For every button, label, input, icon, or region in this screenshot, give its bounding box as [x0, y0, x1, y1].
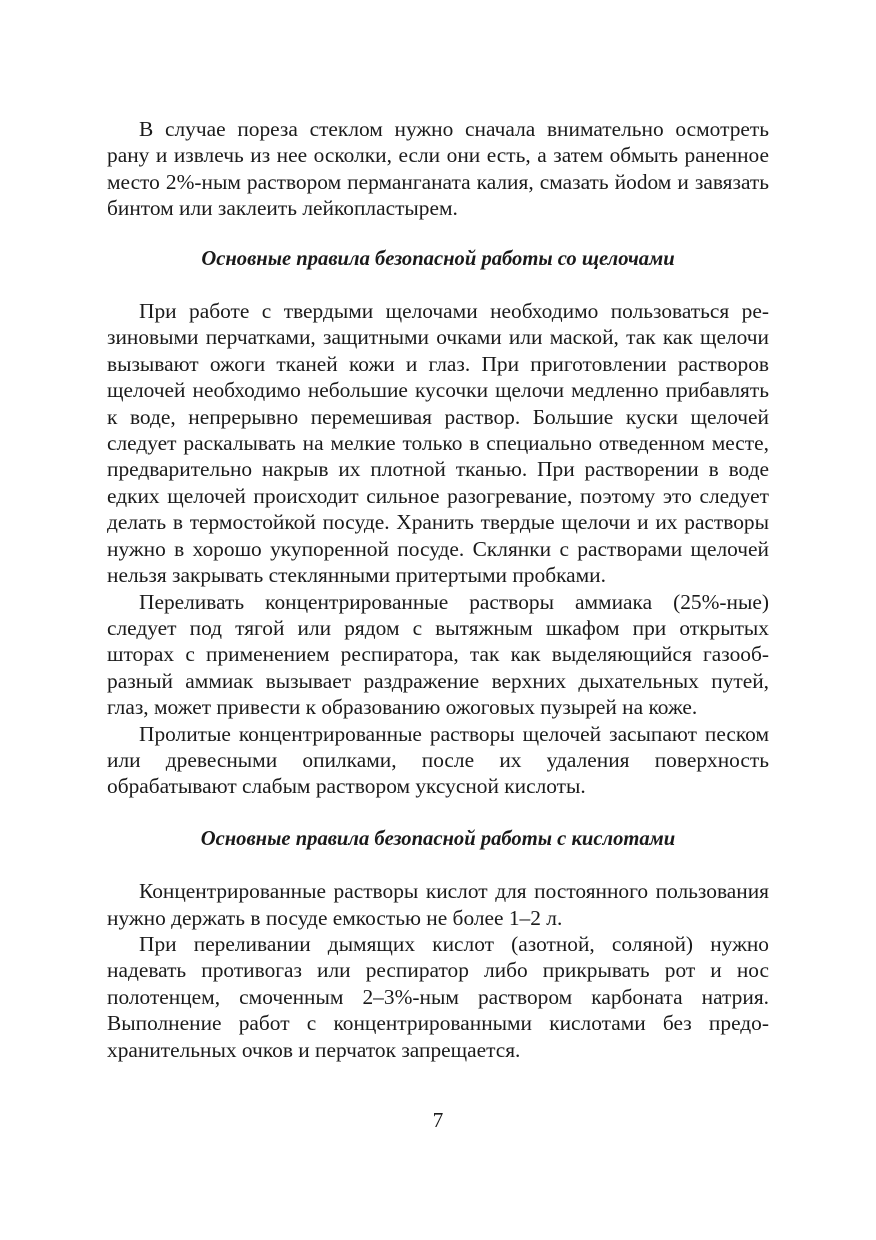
- alkali-section-heading: Основные правила безопасной работы со щелочами: [201, 247, 675, 270]
- alkali-paragraph: Переливать концентрированные растворы аммиака (25%-ные) следует под тягой или рядом с вытяжным шкафом при открытых шторах с применением респиратора, так как выделяющийся газообразный аммиак вызывает раздражение верхних дыхательных путей, глаз, может привести к образованию ожоговых пузырей на коже.: [107, 589, 769, 720]
- acid-section-heading: Основные правила безопасной работы с кислотами: [200, 827, 676, 850]
- acid-paragraph: При переливании дымящих кислот (азотной, соляной) нужно надевать противогаз или респиратор либо прикрывать рот и нос полотенцем, смоченным 2–3%-ным раствором карбоната натрия. Выполнение работ с концентрированными кислотами без предохранительных очков и перчаток запрещается.: [107, 931, 769, 1062]
- intro-paragraph: В случае пореза стеклом нужно сначала внимательно осмотреть рану и извлечь из нее осколки, если они есть, а затем обмыть раненное место 2%-ным раствором перманганата калия, смазать йоdом и завязать бинтом или заклеить лейкопластырем.: [107, 117, 769, 221]
- page-body: [107, 116, 769, 1063]
- acid-paragraph: Концентрированные растворы кислот для постоянного пользования нужно держать в посуде емкостью не более 1–2 л.: [107, 879, 769, 930]
- alkali-paragraph: При работе с твердыми щелочами необходимо пользоваться резиновыми перчатками, защитными очками или маской, так как щелочи вызывают ожоги тканей кожи и глаз. При приготовлении растворов щелочей необходимо небольшие кусочки щелочи медленно прибавлять к воде, непрерывно перемешивая раствор. Большие куски щелочей следует раскалывать на мелкие только в специально отведенном месте, предварительно накрыв их плотной тканью. При растворении в воде едких щелочей происходит сильное разогревание, поэтому это следует делать в термостойкой посуде. Хранить твердые щелочи и их растворы нужно в хорошо укупоренной посуде. Склянки с растворами щелочей нельзя закрывать стеклянными притертыми пробками.: [107, 299, 769, 588]
- page-number: 7: [432, 1108, 444, 1132]
- alkali-paragraph: Пролитые концентрированные растворы щелочей засыпают песком или древесными опилками, после их удаления поверхность обрабатывают слабым раствором уксусной кислоты.: [107, 721, 769, 799]
